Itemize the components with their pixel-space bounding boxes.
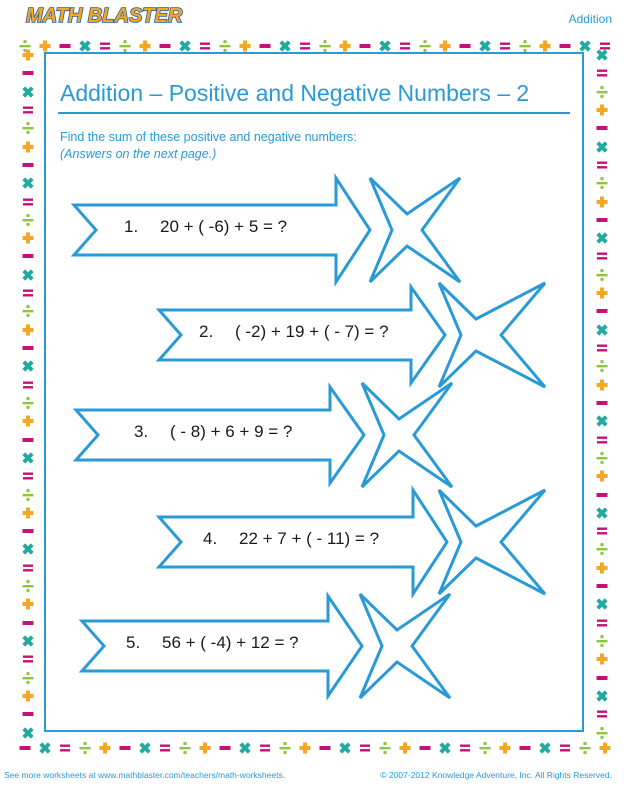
minus-icon	[21, 524, 35, 538]
divide-icon	[118, 39, 132, 53]
problem-expression: 56 + ( -4) + 12 = ?	[162, 633, 299, 652]
equals-icon	[298, 39, 312, 53]
equals-icon	[58, 741, 72, 755]
footer-website-text: See more worksheets at www.mathblaster.com/teachers/math-worksheets.	[4, 770, 286, 780]
worksheet-title: Addition – Positive and Negative Numbers – 2	[60, 80, 530, 106]
footer-copyright: © 2007-2012 Knowledge Adventure, Inc. All Rights Reserved.	[380, 770, 612, 780]
category-label: Addition	[568, 12, 612, 26]
minus-icon	[21, 616, 35, 630]
problem-arrow-star	[78, 576, 598, 716]
equals-icon	[398, 39, 412, 53]
divide-icon	[318, 39, 332, 53]
problem-number: 4.	[203, 529, 218, 548]
equals-icon	[558, 741, 572, 755]
minus-icon	[595, 121, 609, 135]
instruction-text: Find the sum of these positive and negative numbers:	[60, 130, 357, 144]
equals-icon	[21, 103, 35, 117]
times-icon	[378, 39, 392, 53]
plus-icon	[21, 506, 35, 520]
minus-icon	[21, 341, 35, 355]
minus-icon	[318, 741, 332, 755]
equals-icon	[358, 741, 372, 755]
plus-icon	[21, 231, 35, 245]
times-icon	[21, 542, 35, 556]
equals-icon	[458, 741, 472, 755]
problem-number: 2.	[199, 322, 214, 341]
divide-icon	[21, 671, 35, 685]
divide-icon	[21, 304, 35, 318]
times-icon	[238, 741, 252, 755]
times-icon	[21, 634, 35, 648]
times-icon	[21, 268, 35, 282]
times-icon	[21, 359, 35, 373]
minus-icon	[158, 39, 172, 53]
problem-number: 5.	[126, 633, 141, 652]
divide-icon	[78, 741, 92, 755]
divide-icon	[378, 741, 392, 755]
problem-expression: ( - 8) + 6 + 9 = ?	[170, 422, 293, 441]
divide-icon	[595, 451, 609, 465]
times-icon	[21, 451, 35, 465]
instructions	[60, 129, 357, 163]
svg-text:MATH BLASTER: MATH BLASTER	[26, 5, 183, 26]
plus-icon	[138, 39, 152, 53]
minus-icon	[21, 707, 35, 721]
equals-icon	[98, 39, 112, 53]
minus-icon	[118, 741, 132, 755]
equals-icon	[21, 652, 35, 666]
equals-icon	[158, 741, 172, 755]
divide-icon	[218, 39, 232, 53]
title-divider	[58, 112, 570, 114]
plus-icon	[595, 195, 609, 209]
plus-icon	[21, 597, 35, 611]
times-icon	[78, 39, 92, 53]
math-blaster-logo	[24, 2, 184, 26]
minus-icon	[21, 66, 35, 80]
minus-icon	[358, 39, 372, 53]
divide-icon	[418, 39, 432, 53]
equals-icon	[21, 561, 35, 575]
divide-icon	[21, 121, 35, 135]
plus-icon	[38, 39, 52, 53]
divide-icon	[595, 726, 609, 740]
divide-icon	[21, 396, 35, 410]
answers-note: (Answers on the next page.)	[60, 147, 217, 161]
plus-icon	[21, 323, 35, 337]
times-icon	[595, 231, 609, 245]
divide-icon	[21, 488, 35, 502]
times-icon	[478, 39, 492, 53]
times-icon	[21, 176, 35, 190]
plus-icon	[21, 414, 35, 428]
minus-icon	[258, 39, 272, 53]
divide-icon	[21, 213, 35, 227]
plus-icon	[595, 103, 609, 117]
plus-icon	[21, 140, 35, 154]
minus-icon	[21, 158, 35, 172]
equals-icon	[498, 39, 512, 53]
times-icon	[595, 140, 609, 154]
equals-icon	[21, 286, 35, 300]
divide-icon	[595, 176, 609, 190]
plus-icon	[398, 741, 412, 755]
divide-icon	[178, 741, 192, 755]
divide-icon	[578, 741, 592, 755]
equals-icon	[595, 249, 609, 263]
minus-icon	[458, 39, 472, 53]
plus-icon	[338, 39, 352, 53]
divide-icon	[595, 85, 609, 99]
plus-icon	[538, 39, 552, 53]
times-icon	[178, 39, 192, 53]
times-icon	[21, 726, 35, 740]
times-icon	[438, 741, 452, 755]
problem-expression: ( -2) + 19 + ( - 7) = ?	[235, 322, 389, 341]
times-icon	[595, 48, 609, 62]
equals-icon	[21, 378, 35, 392]
minus-icon	[418, 741, 432, 755]
minus-icon	[21, 249, 35, 263]
problem-number: 1.	[124, 217, 139, 236]
minus-icon	[558, 39, 572, 53]
plus-icon	[21, 689, 35, 703]
minus-icon	[18, 741, 32, 755]
minus-icon	[595, 213, 609, 227]
times-icon	[138, 741, 152, 755]
times-icon	[595, 414, 609, 428]
times-icon	[578, 39, 592, 53]
problem-number: 3.	[134, 422, 149, 441]
plus-icon	[98, 741, 112, 755]
border-left-symbols	[18, 48, 38, 740]
plus-icon	[238, 39, 252, 53]
divide-icon	[478, 741, 492, 755]
plus-icon	[21, 48, 35, 62]
equals-icon	[595, 66, 609, 80]
equals-icon	[595, 433, 609, 447]
plus-icon	[198, 741, 212, 755]
times-icon	[38, 741, 52, 755]
plus-icon	[438, 39, 452, 53]
problem-expression: 20 + ( -6) + 5 = ?	[160, 217, 288, 236]
divide-icon	[278, 741, 292, 755]
times-icon	[538, 741, 552, 755]
divide-icon	[21, 579, 35, 593]
times-icon	[338, 741, 352, 755]
equals-icon	[198, 39, 212, 53]
minus-icon	[218, 741, 232, 755]
plus-icon	[498, 741, 512, 755]
divide-icon	[518, 39, 532, 53]
times-icon	[21, 85, 35, 99]
equals-icon	[21, 195, 35, 209]
equals-icon	[21, 469, 35, 483]
equals-icon	[258, 741, 272, 755]
minus-icon	[21, 433, 35, 447]
problem-5	[78, 576, 598, 716]
times-icon	[278, 39, 292, 53]
equals-icon	[595, 158, 609, 172]
minus-icon	[58, 39, 72, 53]
border-bottom-symbols	[18, 738, 612, 758]
plus-icon	[298, 741, 312, 755]
problem-expression: 22 + 7 + ( - 11) = ?	[239, 529, 380, 548]
minus-icon	[518, 741, 532, 755]
plus-icon	[598, 741, 612, 755]
